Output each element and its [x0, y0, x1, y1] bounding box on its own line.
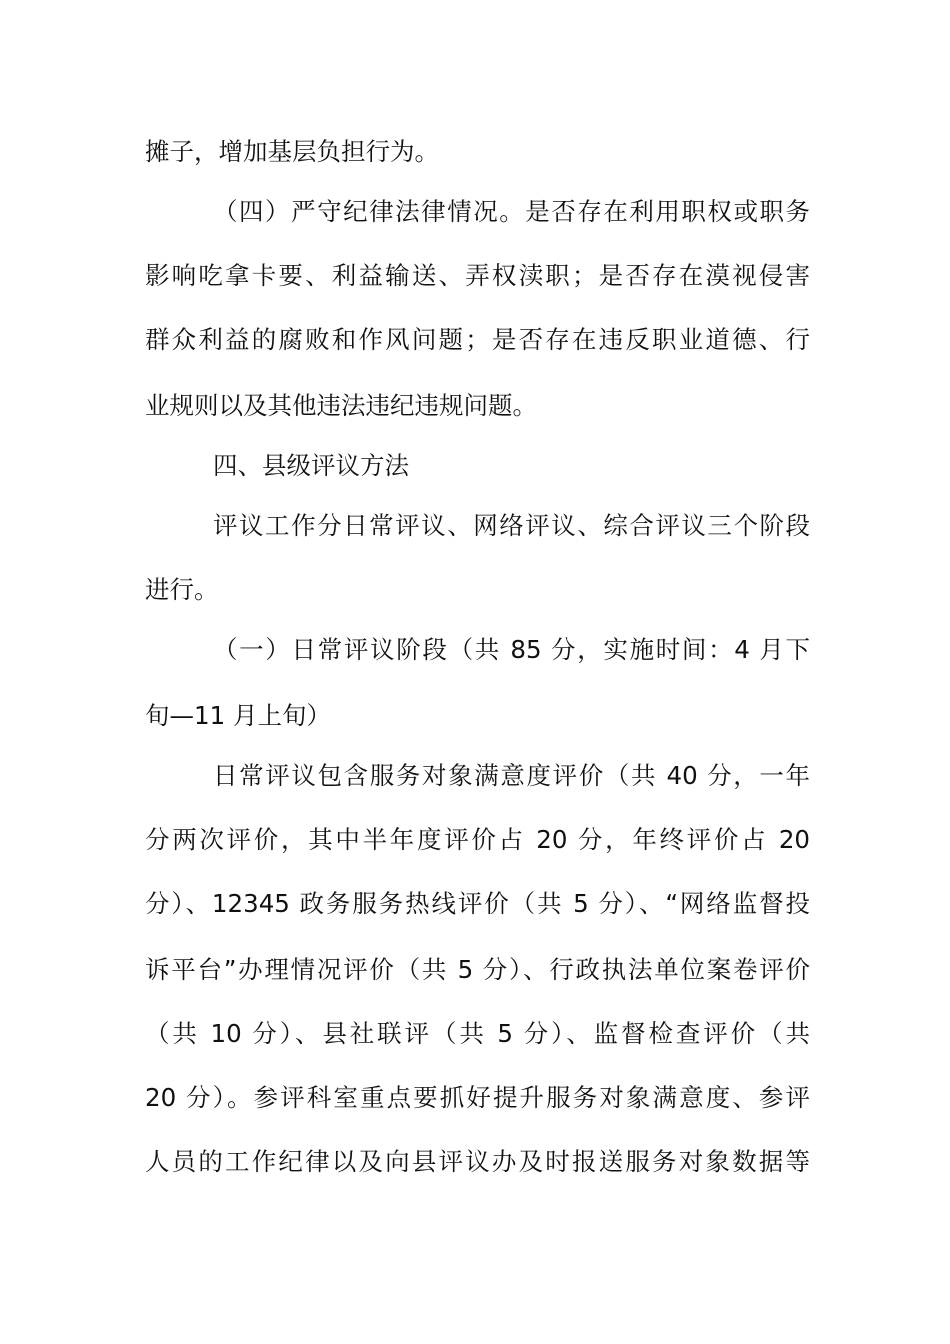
- section-heading: 四、县级评议方法: [213, 451, 409, 480]
- paragraph-line: 20 分）。参评科室重点要抓好提升服务对象满意度、参评: [145, 1083, 810, 1112]
- paragraph-line: （共 10 分）、县社联评（共 5 分）、监督检查评价（共: [145, 1019, 810, 1048]
- paragraph-line: 分）、12345 政务服务热线评价（共 5 分）、“网络监督投: [145, 889, 810, 918]
- paragraph-line: 日常评议包含服务对象满意度评价（共 40 分，一年: [213, 761, 810, 790]
- section-heading-line: （四）严守纪律法律情况。是否存在利用职权或职务: [213, 197, 810, 226]
- paragraph-line: 摊子，增加基层负担行为。: [145, 137, 439, 166]
- paragraph-line: 旬—11 月上旬）: [145, 701, 331, 730]
- paragraph-line: 进行。: [145, 575, 219, 604]
- paragraph-line: 影响吃拿卡要、利益输送、弄权渎职；是否存在漠视侵害: [145, 261, 810, 290]
- paragraph-line: 诉平台”办理情况评价（共 5 分）、行政执法单位案卷评价: [145, 955, 810, 984]
- subsection-heading-line: （一）日常评议阶段（共 85 分，实施时间：4 月下: [213, 635, 810, 664]
- paragraph-line: 分两次评价，其中半年度评价占 20 分，年终评价占 20: [145, 825, 810, 854]
- paragraph-line: 群众利益的腐败和作风问题；是否存在违反职业道德、行: [145, 325, 810, 354]
- paragraph-line: 评议工作分日常评议、网络评议、综合评议三个阶段: [213, 511, 810, 540]
- paragraph-line: 业规则以及其他违法违纪违规问题。: [145, 391, 537, 420]
- paragraph-line: 人员的工作纪律以及向县评议办及时报送服务对象数据等: [145, 1147, 810, 1176]
